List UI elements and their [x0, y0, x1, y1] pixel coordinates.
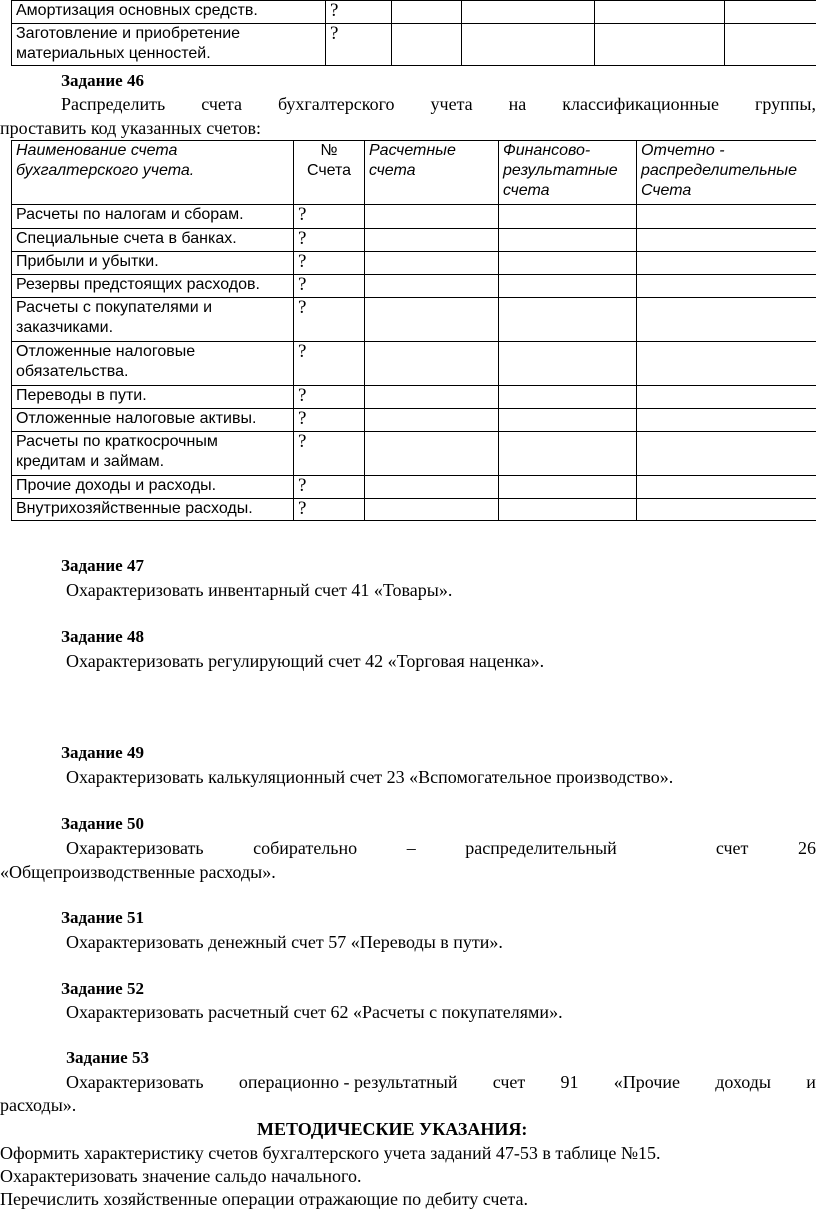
header-line: счета: [369, 162, 416, 179]
header-line: Финансово-: [503, 142, 591, 159]
account-code-cell: ?: [294, 386, 365, 409]
account-name-cell: [12, 275, 294, 298]
word: счет: [492, 1072, 526, 1092]
empty-cell: [365, 476, 499, 499]
empty-cell: [595, 1, 725, 24]
empty-cell: [637, 229, 816, 252]
account-code-cell: ?: [294, 342, 365, 386]
table-row: [12, 409, 816, 432]
empty-cell: [595, 24, 725, 66]
task-47-text: Охарактеризовать инвентарный счет 41 «Товары».: [66, 580, 453, 600]
table-row: [12, 476, 816, 499]
task-53-heading: Задание 53: [66, 1048, 149, 1067]
account-name-cell: [12, 252, 294, 275]
task-52-heading: Задание 52: [61, 979, 144, 998]
task-51-text: Охарактеризовать денежный счет 57 «Переводы в пути».: [66, 932, 503, 952]
empty-cell: [637, 409, 816, 432]
empty-cell: [499, 432, 637, 476]
table-row: [12, 298, 816, 342]
word: Распределить: [61, 94, 166, 114]
cell-line: Отложенные налоговые: [16, 343, 196, 360]
header-line: Счета: [641, 182, 692, 199]
empty-cell: [725, 1, 816, 24]
account-name-cell: [12, 386, 294, 409]
account-name-cell: [12, 24, 326, 66]
empty-cell: [462, 24, 595, 66]
task-47-heading: Задание 47: [61, 556, 144, 575]
cell-line: Прибыли и убытки.: [16, 253, 159, 270]
table-header-row: [12, 141, 816, 205]
account-name-cell: Амортизация основных средств.: [12, 1, 326, 24]
empty-cell: [365, 386, 499, 409]
empty-cell: [499, 409, 637, 432]
account-code-cell: ?: [294, 205, 365, 229]
task-50-text-line2: «Общепроизводственные расходы».: [0, 862, 276, 882]
word: 26: [797, 838, 816, 858]
task-49-heading: Задание 49: [61, 743, 144, 762]
cell-line: Внутрихозяйственные расходы.: [16, 500, 253, 517]
empty-cell: [365, 229, 499, 252]
cell-line: материальных ценностей.: [16, 45, 211, 62]
header-line: результатные: [503, 162, 618, 179]
continued-accounts-table: [11, 0, 816, 66]
account-name-cell: [12, 499, 294, 521]
cell-line: Расчеты по краткосрочным: [16, 433, 218, 450]
cell-line: Отложенные налоговые активы.: [16, 410, 257, 427]
account-code-cell: ?: [294, 476, 365, 499]
cell-line: кредитам и займам.: [16, 453, 165, 470]
account-name-cell: [12, 229, 294, 252]
account-name-cell: [12, 342, 294, 386]
table-row: [12, 275, 816, 298]
word: Охарактеризовать: [66, 1072, 204, 1092]
empty-cell: [462, 1, 595, 24]
empty-cell: [725, 24, 816, 66]
table-row: [12, 1, 816, 24]
header-line: счета: [503, 182, 550, 199]
empty-cell: [365, 252, 499, 275]
header-line: Отчетно -: [641, 142, 725, 159]
cell-line: Заготовление и приобретение: [16, 25, 241, 42]
word: группы,: [754, 94, 816, 114]
header-account-number: [294, 141, 365, 205]
empty-cell: [499, 386, 637, 409]
empty-cell: [365, 342, 499, 386]
table-row: [12, 252, 816, 275]
task-46-text-line1: [61, 94, 816, 115]
account-code-cell: ?: [294, 275, 365, 298]
header-reporting-distribution-accounts: [637, 141, 816, 205]
header-line: бухгалтерского учета.: [16, 162, 195, 179]
task-53-text-line1: [66, 1072, 816, 1093]
empty-cell: [499, 229, 637, 252]
guidelines-line: Охарактеризовать значение сальдо начального.: [0, 1166, 362, 1186]
empty-cell: [499, 275, 637, 298]
empty-cell: [637, 298, 816, 342]
account-code-cell: ?: [294, 499, 365, 521]
empty-cell: [499, 342, 637, 386]
account-name-cell: [12, 409, 294, 432]
task-48-text: Охарактеризовать регулирующий счет 42 «Торговая наценка».: [66, 651, 545, 671]
header-account-name: [12, 141, 294, 205]
word: классификационные: [562, 94, 719, 114]
task-48-heading: Задание 48: [61, 627, 144, 646]
empty-cell: [637, 275, 816, 298]
task-49-text: Охарактеризовать калькуляционный счет 23 «Вспомогательное производство».: [66, 767, 674, 787]
header-line: Наименование счета: [16, 142, 178, 159]
header-line: распределительные: [641, 162, 797, 179]
table-row: [12, 229, 816, 252]
cell-line: Переводы в пути.: [16, 387, 147, 404]
cell-line: Расчеты с покупателями и: [16, 299, 213, 316]
account-name-cell: [12, 476, 294, 499]
account-code-cell: ?: [294, 298, 365, 342]
account-code-cell: ?: [294, 252, 365, 275]
table-row: [12, 205, 816, 229]
word: и: [806, 1072, 816, 1092]
header-line: Счета: [306, 162, 352, 179]
guidelines-heading: МЕТОДИЧЕСКИЕ УКАЗАНИЯ:: [257, 1119, 528, 1139]
empty-cell: [365, 298, 499, 342]
cell-line: Расчеты по налогам и сборам.: [16, 206, 244, 223]
empty-cell: [637, 499, 816, 521]
word: Охарактеризовать: [66, 838, 204, 858]
table-row: [12, 432, 816, 476]
header-line: №: [320, 142, 338, 159]
cell-line: Резервы предстоящих расходов.: [16, 276, 260, 293]
account-name-cell: [12, 432, 294, 476]
word: доходы: [715, 1072, 772, 1092]
account-code-cell: ?: [294, 229, 365, 252]
cell-line: заказчиками.: [16, 319, 114, 336]
word: собирательно: [253, 838, 358, 858]
cell-line: Прочие доходы и расходы.: [16, 477, 217, 494]
empty-cell: [365, 499, 499, 521]
empty-cell: [499, 205, 637, 229]
account-code-cell: ?: [294, 432, 365, 476]
classification-table: [11, 140, 816, 521]
header-financial-result-accounts: [499, 141, 637, 205]
word: –: [406, 838, 416, 858]
empty-cell: [365, 409, 499, 432]
guidelines-line: Оформить характеристику счетов бухгалтерского учета заданий 47-53 в таблице №15.: [0, 1143, 661, 1163]
empty-cell: [637, 342, 816, 386]
empty-cell: [637, 476, 816, 499]
task-50-text-line1: [66, 838, 816, 859]
account-code-cell: ?: [294, 409, 365, 432]
empty-cell: [365, 432, 499, 476]
table-row: [12, 342, 816, 386]
empty-cell: [365, 275, 499, 298]
table-row: [12, 24, 816, 66]
header-settlement-accounts: [365, 141, 499, 205]
empty-cell: [637, 432, 816, 476]
word: счета: [201, 94, 242, 114]
empty-cell: [499, 298, 637, 342]
task-51-heading: Задание 51: [61, 908, 144, 927]
cell-line: Специальные счета в банках.: [16, 230, 237, 247]
word: счет: [715, 838, 749, 858]
table-row: [12, 499, 816, 521]
empty-cell: [637, 252, 816, 275]
cell-line: обязательства.: [16, 363, 129, 380]
empty-cell: [637, 205, 816, 229]
account-name-cell: [12, 298, 294, 342]
account-code-cell: ?: [326, 1, 392, 24]
word: «Прочие: [613, 1072, 681, 1092]
task-46-heading: Задание 46: [61, 71, 144, 90]
guidelines-line: Перечислить хозяйственные операции отражающие по дебиту счета.: [0, 1189, 528, 1209]
task-50-heading: Задание 50: [61, 814, 144, 833]
empty-cell: [392, 24, 462, 66]
word: распределительный: [465, 838, 617, 858]
header-line: Расчетные: [369, 142, 456, 159]
word: 91: [560, 1072, 579, 1092]
empty-cell: [499, 252, 637, 275]
word: операционно - результатный: [238, 1072, 458, 1092]
task-46-text-line2: проставить код указанных счетов:: [0, 118, 262, 138]
empty-cell: [499, 476, 637, 499]
empty-cell: [392, 1, 462, 24]
word: на: [508, 94, 527, 114]
empty-cell: [637, 386, 816, 409]
task-53-text-line2: расходы».: [0, 1095, 77, 1115]
account-name-cell: [12, 205, 294, 229]
word: бухгалтерского: [277, 94, 395, 114]
task-52-text: Охарактеризовать расчетный счет 62 «Расчеты с покупателями».: [66, 1002, 563, 1022]
account-code-cell: ?: [326, 24, 392, 66]
empty-cell: [499, 499, 637, 521]
table-row: [12, 386, 816, 409]
word: учета: [430, 94, 473, 114]
empty-cell: [365, 205, 499, 229]
